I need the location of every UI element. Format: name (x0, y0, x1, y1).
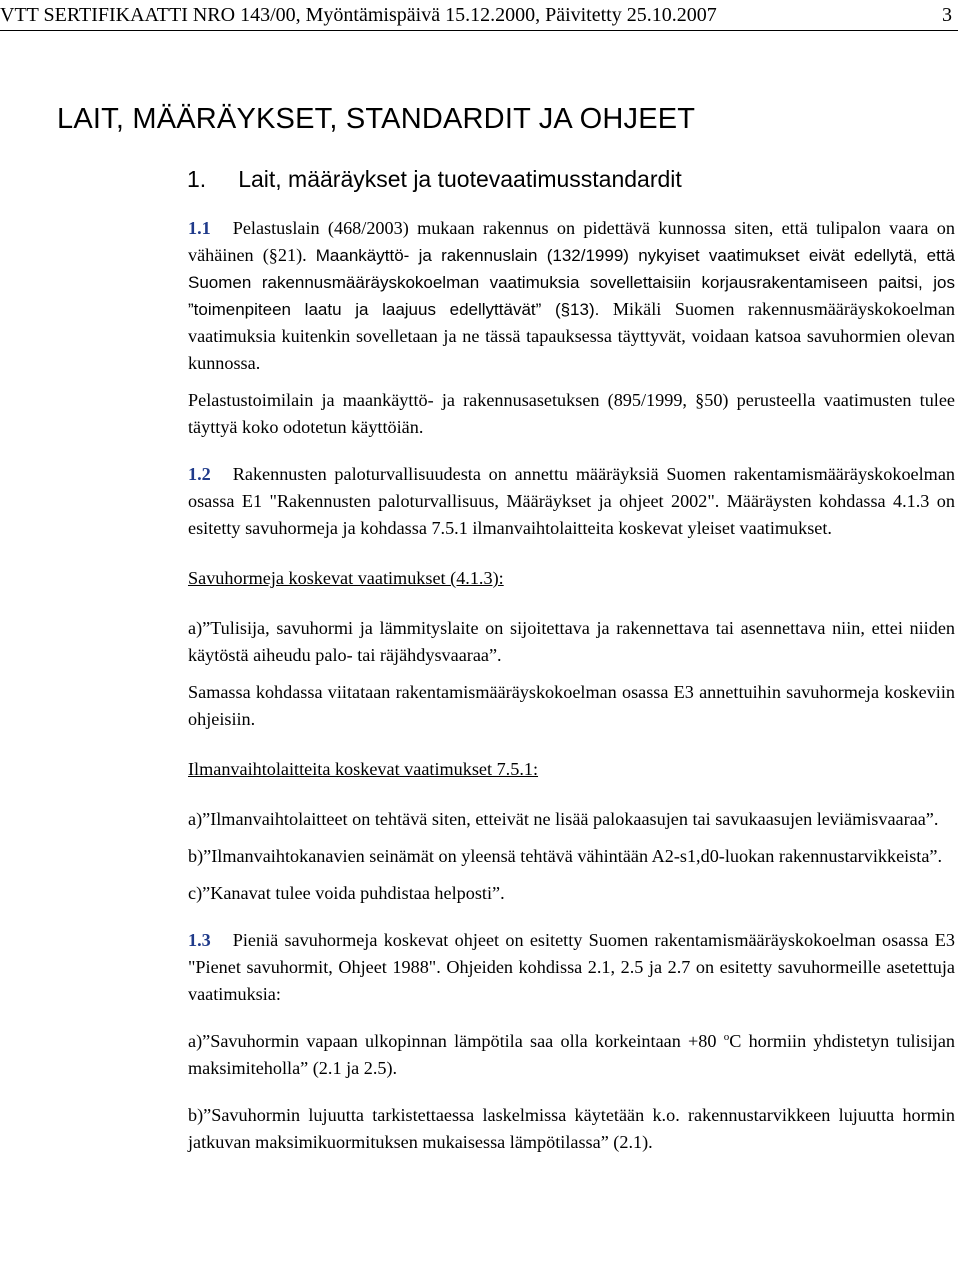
document-body (188, 215, 955, 1156)
certificate-title: VTT SERTIFIKAATTI NRO 143/00, Myöntämispäivä 15.12.2000, Päivitetty 25.10.2007 (0, 4, 717, 26)
paragraph-1-2-text: Rakennusten paloturvallisuudesta on annettu määräyksiä Suomen rakentamismääräyskokoelman osassa E1 "Rakennusten paloturvallisuus, Määräykset ja ohjeet 2002". Määräysten kohdassa 4.1.3 on esitetty savuhormeja ja kohdassa 7.5.1 ilmanvaihtolaitteita koskevat yleiset vaatimukset. (188, 464, 955, 538)
section-number-1-2: 1.2 (188, 464, 211, 484)
small-chimney-requirement-a-pre: a)”Savuhormin vapaan ulkopinnan lämpötila saa olla korkeintaan +80 (188, 1031, 724, 1051)
paragraph-1-3 (188, 927, 955, 1008)
chimney-requirement-a: a)”Tulisija, savuhormi ja lämmityslaite on sijoitettava ja rakennettava tai asennettava niin, ettei niiden käytöstä aiheudu palo- tai räjähdysvaaraa”. (188, 618, 955, 665)
ventilation-requirements-heading: Ilmanvaihtolaitteita koskevat vaatimukset 7.5.1: (188, 759, 539, 779)
paragraph-rescue-act: Pelastustoimilain ja maankäyttö- ja rakennusasetuksen (895/1999, §50) perusteella vaatimusten tulee täyttyä koko odotetun käyttöiän. (188, 390, 955, 437)
chimney-requirement-note: Samassa kohdassa viitataan rakentamismääräyskokoelman osassa E3 annettuihin savuhormeja koskeviin ohjeisiin. (188, 682, 955, 729)
main-heading: LAIT, MÄÄRÄYKSET, STANDARDIT JA OHJEET (57, 103, 696, 135)
paragraph-1-1 (188, 215, 955, 377)
paragraph-1-1-text-a: Pelastuslain (468/2003) mukaan rakennus on pidettävä kunnossa siten, että tulipalon vaara on vähäinen (§21). (188, 218, 955, 265)
paragraph-1-2 (188, 461, 955, 542)
section-number-1-3: 1.3 (188, 930, 211, 950)
page-header (0, 2, 958, 31)
ventilation-requirement-a: a)”Ilmanvaihtolaitteet on tehtävä siten, etteivät ne lisää palokaasujen tai savukaasujen leviämisvaaraa”. (188, 809, 939, 829)
ventilation-requirement-c: c)”Kanavat tulee voida puhdistaa helposti”. (188, 883, 505, 903)
section-number-1-1: 1.1 (188, 218, 211, 238)
paragraph-1-1-text-b: Maankäyttö- ja rakennuslain (132/1999) nykyiset vaatimukset eivät edellytä, että Suomen rakennusmääräyskokoelman vaatimuksia sovellettaisiin korjausrakentamiseen paitsi, jos ”toimenpiteen laatu ja laajuus edellyttävät” (§13). (188, 246, 955, 319)
small-chimney-requirement-b: b)”Savuhormin lujuutta tarkistettaessa laskelmissa käytetään k.o. rakennustarvikkeen lujuutta hormin jatkuvan maksimikuormituksen mukaisessa lämpötilassa” (2.1). (188, 1105, 955, 1152)
paragraph-1-1-text-c: Mikäli Suomen rakennusmääräyskokoelman vaatimuksia kuitenkin sovelletaan ja ne tässä tapauksessa täyttyvät, voidaan katsoa savuhormien olevan kunnossa. (188, 299, 955, 373)
degree-superscript: o (723, 1030, 730, 1043)
ventilation-requirement-b: b)”Ilmanvaihtokanavien seinämät on yleensä tehtävä vähintään A2-s1,d0-luokan rakennustarvikkeista”. (188, 846, 943, 866)
page-number: 3 (942, 4, 952, 26)
paragraph-1-3-text: Pieniä savuhormeja koskevat ohjeet on esitetty Suomen rakentamismääräyskokoelman osassa E3 "Pienet savuhormit, Ohjeet 1988". Ohjeiden kohdissa 2.1, 2.5 ja 2.7 on esitetty savuhormeille asetettuja vaatimuksia: (188, 930, 955, 1004)
section-number: 1. (187, 166, 207, 192)
section-title: Lait, määräykset ja tuotevaatimusstandardit (238, 166, 682, 192)
chimney-requirements-heading: Savuhormeja koskevat vaatimukset (4.1.3): (188, 568, 504, 588)
section-heading (187, 166, 682, 193)
small-chimney-requirement-a-post: C hormiin yhdistetyn tulisijan maksimiteholla” (2.1 ja 2.5). (188, 1031, 955, 1078)
small-chimney-requirement-a (188, 1028, 955, 1082)
